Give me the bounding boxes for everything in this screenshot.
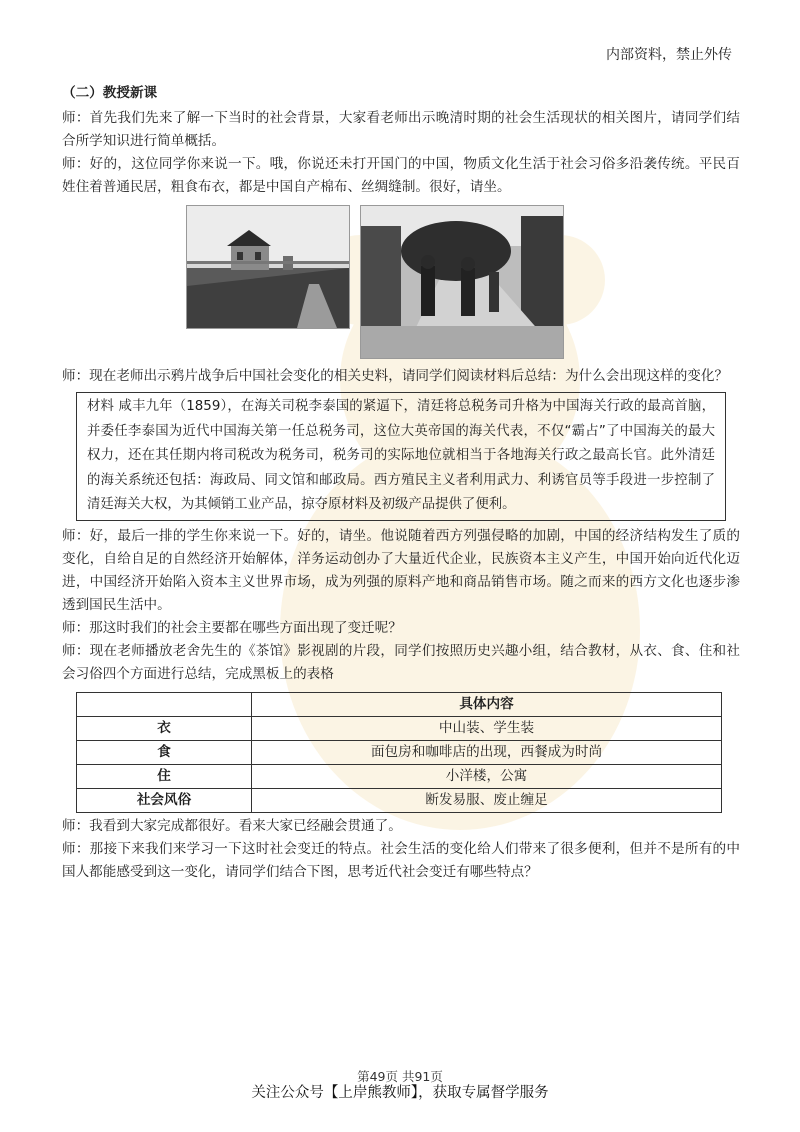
lesson-content <box>62 82 740 884</box>
confidential-note: 内部资料，禁止外传 <box>606 47 732 63</box>
table-row-category: 社会风俗 <box>77 788 252 812</box>
paragraph-material-prompt: 师：现在老师出示鸦片战争后中国社会变化的相关史料，请同学们阅读材料后总结：为什么会出现这样的变化？ <box>62 368 729 384</box>
table-row-category: 衣 <box>77 716 252 740</box>
paragraph-praise: 师：我看到大家完成都很好。看来大家已经融会贯通了。 <box>62 817 402 834</box>
table-row <box>77 764 722 788</box>
paragraph-student-answer-2: 师：好，最后一排的学生你来说一下。好的，请坐。他说随着西方列强侵略的加剧，中国的经济结构发生了质的变化，自给自足的自然经济开始解体，洋务运动创办了大量近代企业，民族资本主义产生，中国开始向近代化迈进，中国经济开始陷入资本主义世界市场，成为列强的原料产地和商品销售市场。随之而来的西方文化也逐步渗透到国民生活中。 <box>62 527 740 613</box>
table-row <box>77 788 722 812</box>
table-row-content: 小洋楼，公寓 <box>252 764 722 788</box>
historical-photos <box>186 205 740 359</box>
table-row-category: 食 <box>77 740 252 764</box>
table-header-blank <box>77 692 252 716</box>
promo-text: 关注公众号【上岸熊教师】，获取专属督学服务 <box>251 1085 549 1101</box>
page-number: 第49页 共91页 <box>357 1069 443 1084</box>
paragraph-question: 师：那这时我们的社会主要都在哪些方面出现了变迁呢？ <box>62 619 402 636</box>
table-row-content: 中山装、学生装 <box>252 716 722 740</box>
page-footer <box>0 1070 800 1102</box>
table-row-content: 面包房和咖啡店的出现，西餐成为时尚 <box>252 740 722 764</box>
section-title: （二）教授新课 <box>62 85 158 101</box>
paragraph-intro: 师：首先我们先来了解一下当时的社会背景，大家看老师出示晚清时期的社会生活现状的相关图片，请同学们结合所学知识进行简单概括。 <box>62 110 740 149</box>
table-header-row <box>77 692 722 716</box>
table-row <box>77 740 722 764</box>
table-row-category: 住 <box>77 764 252 788</box>
paragraph-activity: 师：现在老师播放老舍先生的《茶馆》影视剧的片段，同学们按照历史兴趣小组，结合教材，从衣、食、住和社会习俗四个方面进行总结，完成黑板上的表格 <box>62 642 740 682</box>
table-header-content: 具体内容 <box>252 692 722 716</box>
paragraph-next-topic: 师：那接下来我们来学习一下这时社会变迁的特点。社会生活的变化给人们带来了很多便利，但并不是所有的中国人都能感受到这一变化，请同学们结合下图，思考近代社会变迁有哪些特点？ <box>62 840 740 880</box>
table-row <box>77 716 722 740</box>
street-scene-photo <box>360 205 564 359</box>
farmhouse-photo <box>186 205 350 329</box>
table-row-content: 断发易服、废止缠足 <box>252 788 722 812</box>
paragraph-student-answer-1: 师：好的，这位同学你来说一下。哦，你说还未打开国门的中国，物质文化生活于社会习俗多沿袭传统。平民百姓住着普通民居，粗食布衣，都是中国自产棉布、丝绸缝制。很好，请坐。 <box>62 156 740 195</box>
historical-material-box: 材料 咸丰九年（1859），在海关司税李泰国的紧逼下，清廷将总税务司升格为中国海关行政的最高首脑，并委任李泰国为近代中国海关第一任总税务司，这位大英帝国的海关代表，不仅“霸占”了中国海关的最大权力，还在其任期内将司税改为税务司，税务司的实际地位就相当于各地海关行政之最高长官。此外清廷的海关系统还包括：海政局、同文馆和邮政局。西方殖民主义者利用武力、利诱官员等手段进一步控制了清廷海关大权，为其倾销工业产品，掠夺原材料及初级产品提供了便利。 <box>76 392 726 521</box>
social-change-table <box>76 692 722 813</box>
